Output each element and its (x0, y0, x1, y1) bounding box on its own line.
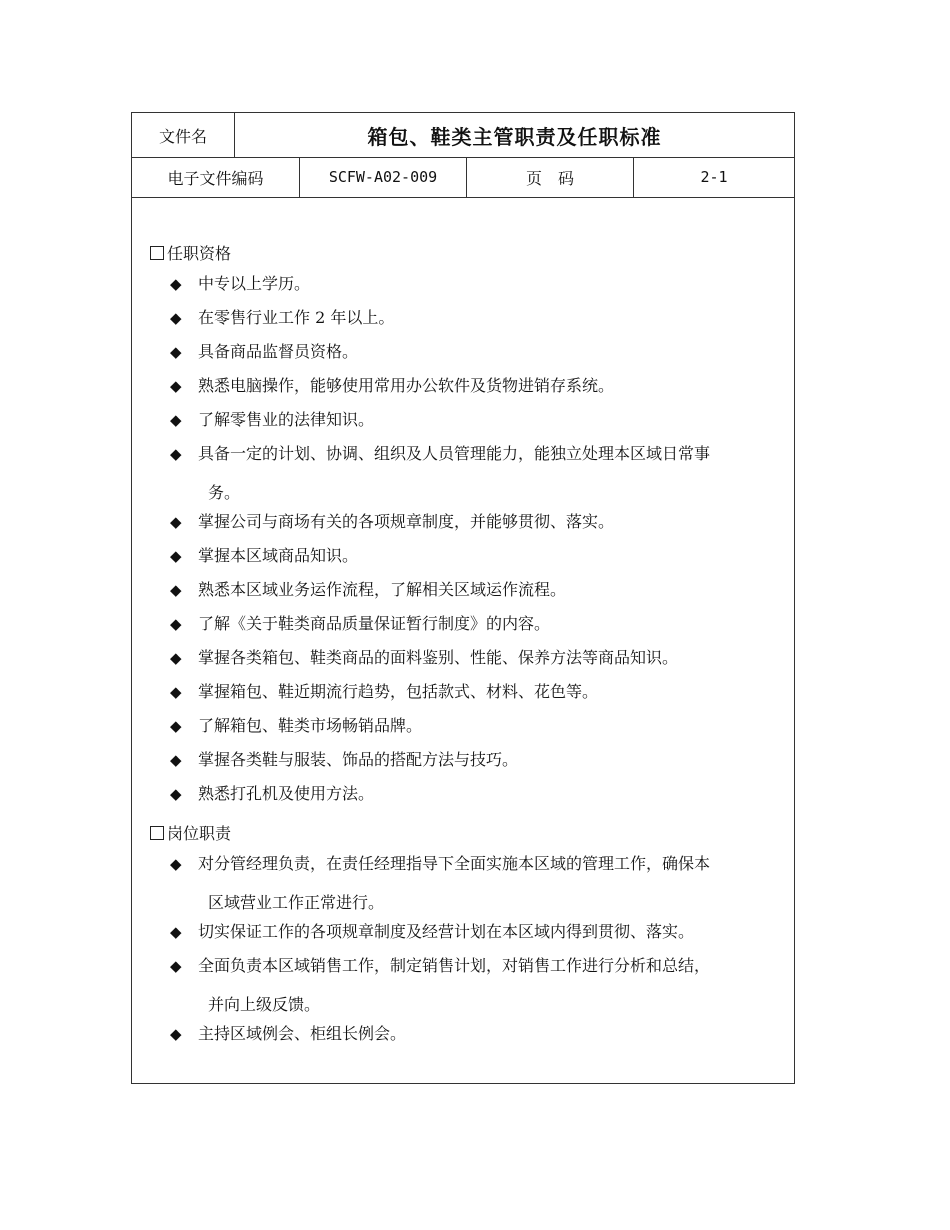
list-item-continuation: 并向上级反馈。 (208, 995, 321, 1014)
diamond-bullet-icon: ◆ (170, 785, 182, 803)
section-heading-qualifications (150, 241, 231, 264)
list-item: ◆ 掌握本区域商品知识。 (170, 539, 782, 573)
diamond-bullet-icon: ◆ (170, 309, 182, 327)
diamond-bullet-icon: ◆ (170, 1025, 182, 1043)
diamond-bullet-icon: ◆ (170, 855, 182, 873)
list-item: ◆ 对分管经理负责，在责任经理指导下全面实施本区域的管理工作，确保本 (170, 847, 782, 881)
list-item: ◆ 熟悉本区域业务运作流程，了解相关区域运作流程。 (170, 573, 782, 607)
section-heading-duties (150, 821, 231, 844)
diamond-bullet-icon: ◆ (170, 343, 182, 361)
diamond-bullet-icon: ◆ (170, 411, 182, 429)
list-item: ◆ 具备商品监督员资格。 (170, 335, 782, 369)
page-label: 页 码 (466, 157, 633, 197)
diamond-bullet-icon: ◆ (170, 445, 182, 463)
list-item: ◆ 中专以上学历。 (170, 267, 782, 301)
diamond-bullet-icon: ◆ (170, 751, 182, 769)
list-item-continuation: 区域营业工作正常进行。 (208, 893, 385, 912)
section-title: 任职资格 (167, 244, 232, 263)
list-item: ◆ 了解《关于鞋类商品质量保证暂行制度》的内容。 (170, 607, 782, 641)
list-item: ◆ 了解零售业的法律知识。 (170, 403, 782, 437)
code-label: 电子文件编码 (167, 168, 264, 188)
header-row-meta (132, 157, 794, 198)
section-title: 岗位职责 (167, 824, 232, 843)
diamond-bullet-icon: ◆ (170, 581, 182, 599)
header-row-title (132, 113, 794, 158)
list-item: ◆ 掌握箱包、鞋近期流行趋势，包括款式、材料、花色等。 (170, 675, 782, 709)
checkbox-square-icon (150, 246, 164, 260)
list-item: ◆ 掌握公司与商场有关的各项规章制度，并能够贯彻、落实。 (170, 505, 782, 539)
file-name-label: 文件名 (158, 126, 207, 146)
list-item: ◆ 主持区域例会、柜组长例会。 (170, 1017, 782, 1051)
diamond-bullet-icon: ◆ (170, 513, 182, 531)
diamond-bullet-icon: ◆ (170, 649, 182, 667)
list-item: ◆ 了解箱包、鞋类市场畅销品牌。 (170, 709, 782, 743)
diamond-bullet-icon: ◆ (170, 547, 182, 565)
diamond-bullet-icon: ◆ (170, 923, 182, 941)
diamond-bullet-icon: ◆ (170, 615, 182, 633)
list-item-continuation: 务。 (208, 483, 241, 502)
list-item: ◆ 熟悉电脑操作，能够使用常用办公软件及货物进销存系统。 (170, 369, 782, 403)
diamond-bullet-icon: ◆ (170, 957, 182, 975)
document-table (131, 112, 795, 1084)
list-item: ◆ 切实保证工作的各项规章制度及经营计划在本区域内得到贯彻、落实。 (170, 915, 782, 949)
list-item: ◆ 掌握各类箱包、鞋类商品的面料鉴别、性能、保养方法等商品知识。 (170, 641, 782, 675)
checkbox-square-icon (150, 826, 164, 840)
list-item: ◆ 熟悉打孔机及使用方法。 (170, 777, 782, 811)
diamond-bullet-icon: ◆ (170, 377, 182, 395)
diamond-bullet-icon: ◆ (170, 683, 182, 701)
list-item: ◆ 在零售行业工作 2 年以上。 (170, 301, 782, 335)
list-item: ◆ 具备一定的计划、协调、组织及人员管理能力，能独立处理本区域日常事 (170, 437, 782, 471)
code-value: SCFW-A02-009 (299, 157, 466, 197)
diamond-bullet-icon: ◆ (170, 275, 182, 293)
page-value: 2-1 (633, 157, 794, 197)
list-item: ◆ 掌握各类鞋与服装、饰品的搭配方法与技巧。 (170, 743, 782, 777)
diamond-bullet-icon: ◆ (170, 717, 182, 735)
list-item: ◆ 全面负责本区域销售工作，制定销售计划，对销售工作进行分析和总结， (170, 949, 782, 983)
file-title: 箱包、鞋类主管职责及任职标准 (234, 113, 794, 157)
